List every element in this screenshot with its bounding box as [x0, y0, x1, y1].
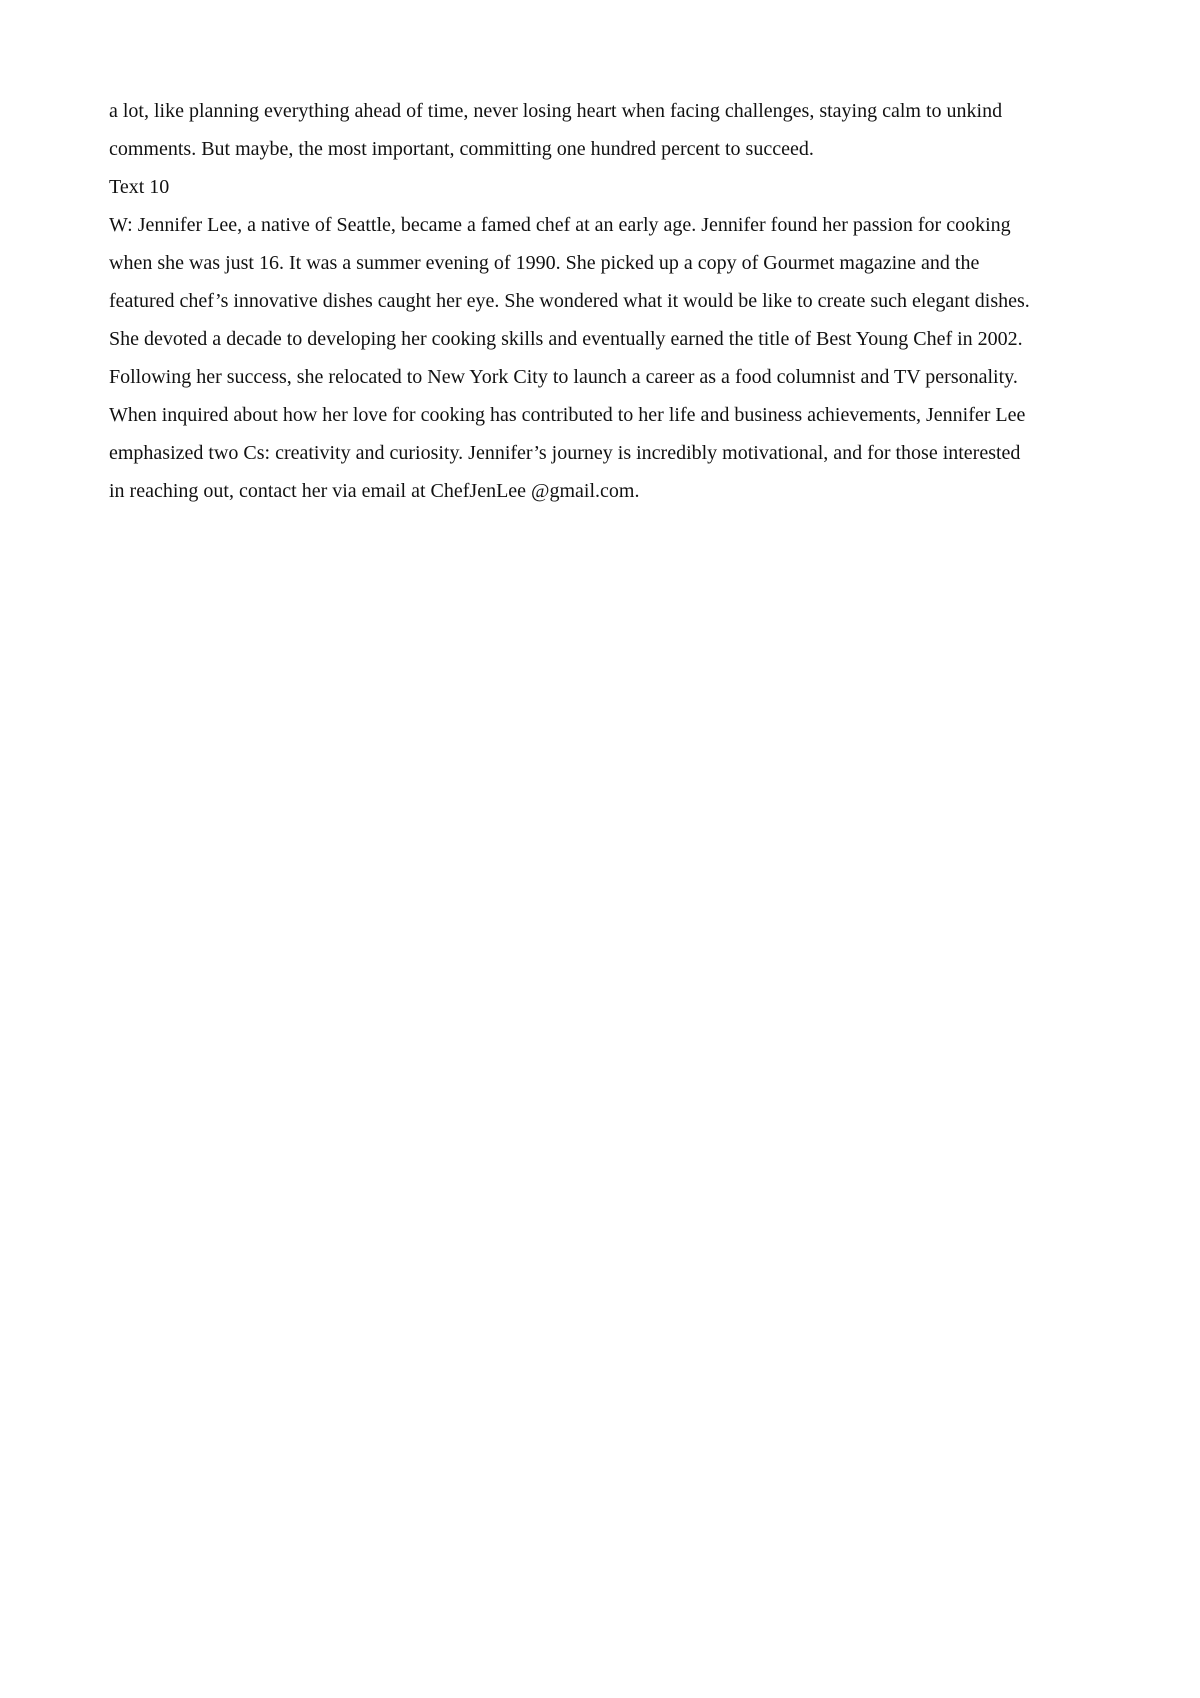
text-line-passage-7: emphasized two Cs: creativity and curiosity. Jennifer’s journey is incredibly motivational, and for those interested [109, 442, 1021, 464]
text-line-previous-passage-1: a lot, like planning everything ahead of time, never losing heart when facing challenges, staying calm to unkind [109, 100, 1003, 122]
text-line-passage-1: W: Jennifer Lee, a native of Seattle, became a famed chef at an early age. Jennifer found her passion for cooking [109, 214, 1011, 236]
text-line-passage-3: featured chef’s innovative dishes caught her eye. She wondered what it would be like to create such elegant dishes. [109, 290, 1030, 312]
section-heading-text-10: Text 10 [109, 176, 170, 198]
text-line-passage-8: in reaching out, contact her via email at ChefJenLee @gmail.com. [109, 480, 640, 502]
text-line-passage-5: Following her success, she relocated to New York City to launch a career as a food columnist and TV personality. [109, 366, 1018, 388]
text-line-previous-passage-2: comments. But maybe, the most important, committing one hundred percent to succeed. [109, 138, 814, 160]
document-body [109, 92, 1109, 510]
text-line-passage-4: She devoted a decade to developing her cooking skills and eventually earned the title of Best Young Chef in 2002. [109, 328, 1023, 350]
text-line-passage-6: When inquired about how her love for cooking has contributed to her life and business achievements, Jennifer Lee [109, 404, 1026, 426]
text-line-passage-2: when she was just 16. It was a summer evening of 1990. She picked up a copy of Gourmet magazine and the [109, 252, 980, 274]
